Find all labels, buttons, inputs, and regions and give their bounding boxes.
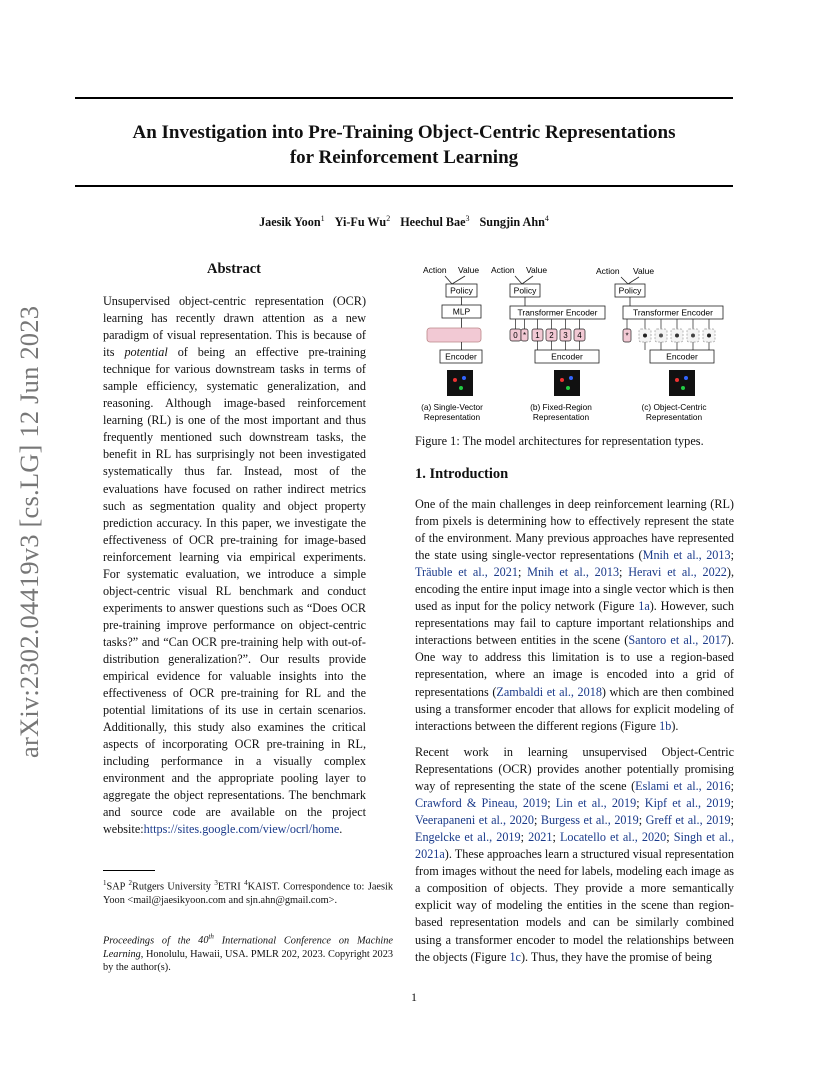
citation-link[interactable]: Locatello et al., 2020 bbox=[559, 830, 667, 845]
footnote-proceedings: Proceedings of the 40th International Conference on Machine Learning, Honolulu, Hawaii, USA. PMLR 202, 2023. Copyright 2023 by the author(s). bbox=[103, 933, 393, 974]
citation-link[interactable]: Greff et al., 2019 bbox=[645, 813, 731, 828]
panel-c bbox=[596, 266, 723, 422]
footnote-rule bbox=[103, 870, 155, 871]
object-slot bbox=[703, 319, 715, 350]
citation-link[interactable]: Santoro et al., 2017 bbox=[628, 633, 727, 648]
caption-b-line2: Representation bbox=[532, 412, 590, 422]
object-slot bbox=[655, 319, 667, 350]
scene-image-b bbox=[554, 370, 580, 396]
citation-link[interactable]: Mnih et al., 2013 bbox=[527, 565, 620, 580]
author-affiliation-mark: 4 bbox=[544, 214, 549, 223]
scene-image-c bbox=[669, 370, 695, 396]
citation-link[interactable]: Crawford & Pineau, 2019 bbox=[415, 796, 548, 811]
scene-image-a bbox=[447, 370, 473, 396]
abstract-text: Unsupervised object-centric representation (OCR) learning has recently drawn attention as a new paradigm of visual representation. This is because of its potential of being an effective pre-training technique for various downstream tasks in terms of sample efficiency, systematic generalization, and reasoning. Although image-based reinforcement learning (RL) is one of the most important and thus frequently mentioned such downstream tasks, the benefit in RL has surprisingly not been investigated systematically thus far. Instead, most of the evaluations have focused on rather indirect metrics such as segmentation quality and object property prediction accuracy. In this paper, we investigate the effectiveness of OCR pre-training for image-based reinforcement learning via empirical experiments. For systematic evaluation, we introduce a simple object-centric visual RL benchmark and conduct experiments to answer questions such as “Does OCR pre-training improve performance on object-centric tasks?” and “Can OCR pre-training help with out-of-distribution generalization?”. Our results provide empirical evidence for valuable insights into the effectiveness of OCR pre-training for RL and the potential limitations of its use in certain scenarios. Additionally, this study also examines the critical aspects of incorporating OCR pre-training in RL, including performance in a visually complex environment and the appropriate pooling layer to aggregate the object representations. The benchmark and source code are available on the project website:https://sites.google.com/view/ocrl/home. bbox=[103, 294, 366, 837]
abstract-heading: Abstract bbox=[207, 261, 261, 277]
svg-text:1: 1 bbox=[535, 331, 540, 340]
paper-title: An Investigation into Pre-Training Object-Centric Representations for Reinforcement Learning bbox=[132, 122, 676, 168]
encoder-box-c: Encoder bbox=[666, 351, 698, 362]
citation-link[interactable]: Singh et al., 2021a bbox=[415, 830, 734, 862]
object-slot bbox=[639, 319, 651, 350]
policy-box: Policy bbox=[513, 285, 537, 296]
transformer-box-c: Transformer Encoder bbox=[633, 307, 713, 318]
citation-link[interactable]: Zambaldi et al., 2018 bbox=[496, 684, 602, 699]
figure-caption: Figure 1: The model architectures for representation types. bbox=[415, 434, 704, 448]
region-token bbox=[521, 319, 528, 341]
caption-c-line1: (c) Object-Centric bbox=[641, 402, 707, 412]
project-website-link[interactable]: https://sites.google.com/view/ocrl/home bbox=[143, 822, 340, 837]
transformer-box-b: Transformer Encoder bbox=[517, 307, 598, 318]
author-affiliation-mark: 2 bbox=[386, 214, 391, 223]
top-rule bbox=[75, 97, 733, 99]
citation-link[interactable]: 1b bbox=[659, 718, 672, 733]
value-label: Value bbox=[458, 265, 480, 275]
caption-a-line1: (a) Single-Vector bbox=[421, 402, 483, 412]
value-label: Value bbox=[526, 265, 548, 275]
citation-link[interactable]: Mnih et al., 2013 bbox=[642, 548, 731, 563]
cls-token bbox=[623, 319, 631, 342]
caption-c-line2: Representation bbox=[645, 412, 703, 422]
encoder-box-b: Encoder bbox=[551, 351, 583, 362]
citation-link[interactable]: 1a bbox=[638, 599, 650, 614]
citation-link[interactable]: Träuble et al., 2021 bbox=[415, 565, 518, 580]
author-name: Sungjin Ahn$^4$ bbox=[479, 214, 549, 230]
policy-box: Policy bbox=[618, 285, 642, 296]
arxiv-stamp: arXiv:2302.04419v3 [cs.LG] 12 Jun 2023 bbox=[14, 305, 44, 758]
svg-text:4: 4 bbox=[577, 331, 582, 340]
svg-text:0: 0 bbox=[513, 331, 518, 340]
svg-text:2: 2 bbox=[549, 331, 554, 340]
value-label: Value bbox=[633, 266, 655, 276]
encoder-box-a: Encoder bbox=[445, 351, 477, 362]
architecture-figure bbox=[415, 262, 735, 430]
author-affiliation-mark: 3 bbox=[465, 214, 470, 223]
region-token bbox=[574, 319, 585, 350]
svg-text:*: * bbox=[522, 331, 527, 340]
citation-link[interactable]: Kipf et al., 2019 bbox=[644, 796, 731, 811]
citation-link[interactable]: Veerapaneni et al., 2020 bbox=[415, 813, 534, 828]
citation-link[interactable]: Burgess et al., 2019 bbox=[540, 813, 639, 828]
section-heading: 1. Introduction bbox=[415, 466, 509, 482]
footnote-affiliations: $^1$SAP $^2$Rutgers University $^3$ETRI $^4$KAIST. Correspondence to: Jaesik Yoon <mail@jaesikyoon.com and sjn.ahn@gmail.com>. bbox=[103, 879, 394, 906]
region-token bbox=[560, 319, 571, 350]
citation-link[interactable]: 2021 bbox=[528, 830, 553, 845]
region-token bbox=[510, 319, 521, 341]
object-slot bbox=[687, 319, 699, 350]
caption-a-line2: Representation bbox=[423, 412, 481, 422]
region-token bbox=[546, 319, 557, 350]
citation-link[interactable]: Engelcke et al., 2019 bbox=[415, 830, 521, 845]
author-name: Yi-Fu Wu$^2$ bbox=[334, 214, 391, 230]
citation-link[interactable]: Eslami et al., 2016 bbox=[635, 779, 731, 794]
intro-paragraph-2: Recent work in learning unsupervised Object-Centric Representations (OCR) provides another potentially promising way of representing the state of the scene (Eslami et al., 2016; Crawford & Pineau, 2019; Lin et al., 2019; Kipf et al., 2019; Veerapaneni et al., 2020; Burgess et al., 2019; Greff et al., 2019; Engelcke et al., 2019; 2021; Locatello et al., 2020; Singh et al., 2021a). These approaches learn a structured visual representation from images without the need for labels, modeling each image as a composition of objects. They provide a more semantically explicit way of modeling the entities in the scene than region-based representation models and can be similarly combined using a transformer encoder to model the relationships between the objects (Figure 1c). Thus, they have the promise of being bbox=[415, 745, 735, 964]
citation-link[interactable]: Lin et al., 2019 bbox=[555, 796, 637, 811]
panel-a bbox=[421, 265, 483, 422]
panel-b bbox=[491, 265, 605, 422]
object-slot bbox=[671, 319, 683, 350]
intro-paragraph-1: One of the main challenges in deep reinforcement learning (RL) from pixels is determining how to effectively represent the state of the environment. Many previous approaches have represented the state using single-vector representations (Mnih et al., 2013; Träuble et al., 2021; Mnih et al., 2013; Heravi et al., 2022), encoding the entire input image into a single vector which is then used as input for the policy network (Figure 1a). However, such representations may fail to capture important relationships and interactions between entities in the scene (Santoro et al., 2017). One way to address this limitation is to use a region-based representation, where an image is encoded into a grid of representations (Zambaldi et al., 2018) which are then combined using a transformer encoder that allows for explicit modeling of interactions between the different regions (Figure 1b). bbox=[415, 497, 734, 733]
action-label: Action bbox=[596, 266, 620, 276]
svg-text:3: 3 bbox=[563, 331, 568, 340]
citation-link[interactable]: Heravi et al., 2022 bbox=[628, 565, 727, 580]
title-bottom-rule bbox=[75, 185, 733, 187]
author-affiliation-mark: 1 bbox=[320, 214, 325, 223]
page-number: 1 bbox=[411, 990, 417, 1004]
single-vector bbox=[427, 328, 481, 342]
citation-link[interactable]: 1c bbox=[509, 949, 521, 964]
policy-box: Policy bbox=[450, 285, 473, 296]
region-token bbox=[532, 319, 543, 350]
caption-b-line1: (b) Fixed-Region bbox=[530, 402, 592, 412]
author-name: Heechul Bae$^3$ bbox=[400, 214, 470, 230]
author-name: Jaesik Yoon$^1$ bbox=[259, 214, 325, 230]
svg-text:*: * bbox=[625, 331, 629, 341]
abstract-emphasis: potential bbox=[124, 345, 168, 360]
action-label: Action bbox=[423, 265, 447, 275]
mlp-box: MLP bbox=[452, 306, 471, 317]
action-label: Action bbox=[491, 265, 515, 275]
author-list bbox=[75, 214, 733, 230]
